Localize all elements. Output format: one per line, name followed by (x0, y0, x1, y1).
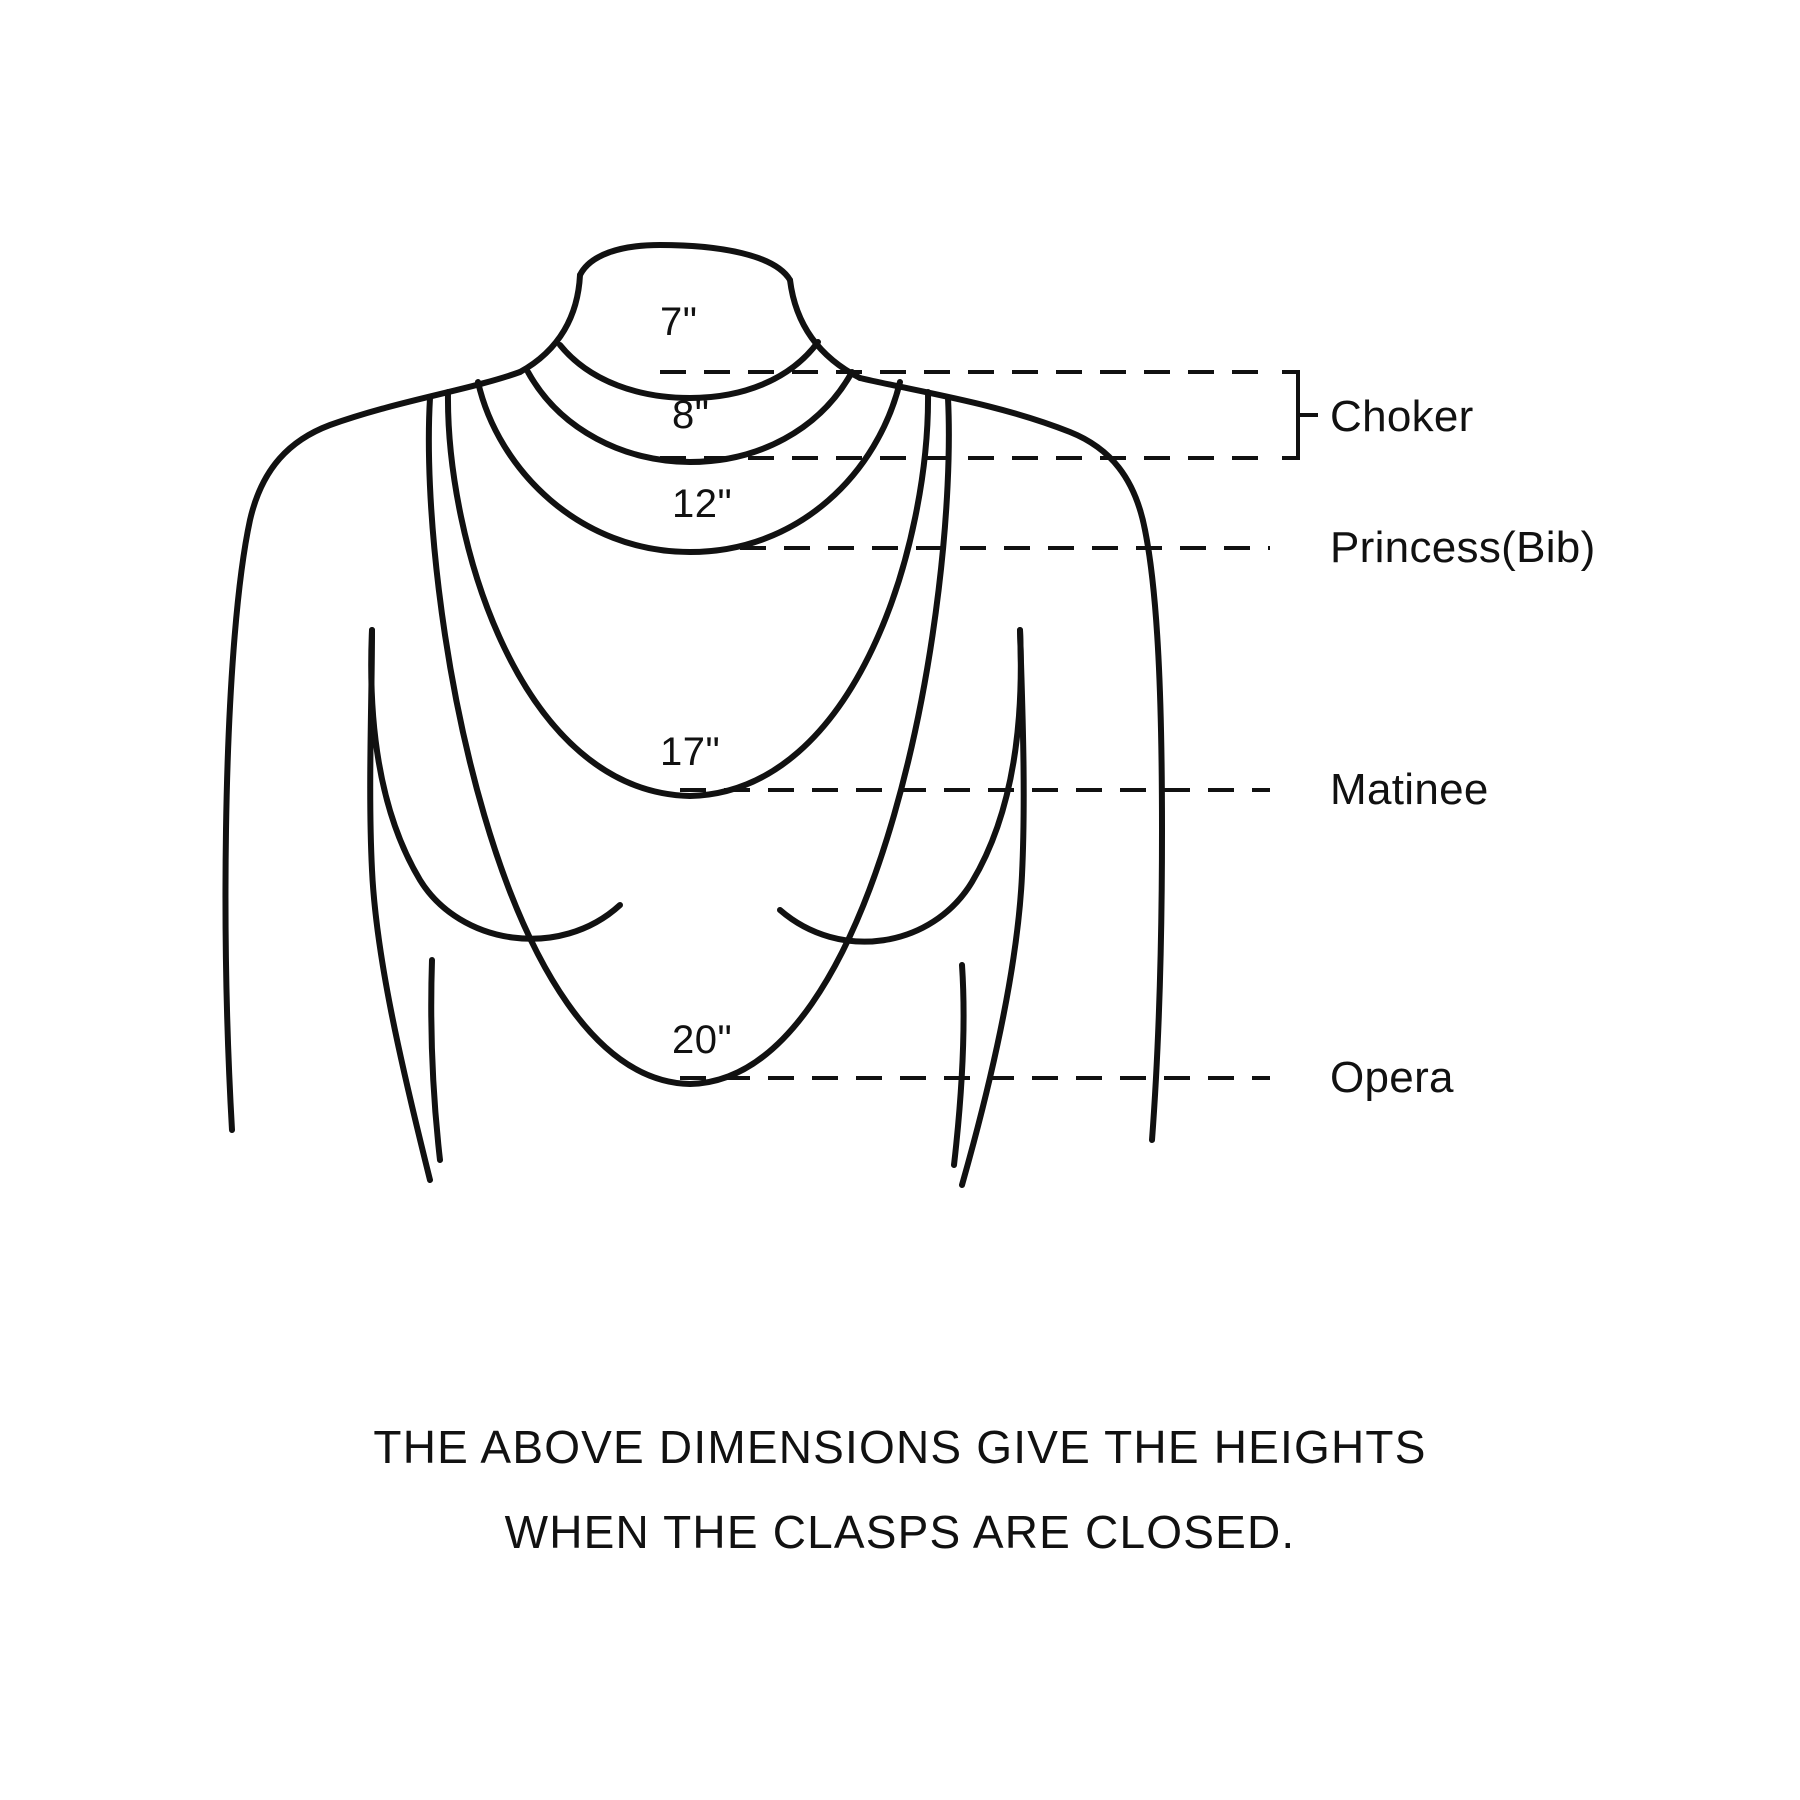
length-label-matinee: Matinee (1330, 765, 1489, 814)
caption-line-2: WHEN THE CLASPS ARE CLOSED. (504, 1506, 1296, 1558)
torso-left-lower-line (431, 960, 440, 1160)
length-label-opera: Opera (1330, 1053, 1454, 1102)
neck-top-line (580, 245, 790, 280)
length-label-choker: Choker (1330, 392, 1474, 441)
strand-7in (560, 342, 818, 398)
dimension-label-8in: 8" (672, 393, 710, 437)
choker-bracket-icon (1282, 372, 1318, 458)
necklace-strands (429, 342, 949, 1084)
dimension-label-20in: 20" (672, 1018, 733, 1062)
dimension-label-17in: 17" (660, 730, 721, 774)
length-label-princess-bib: Princess(Bib) (1330, 523, 1596, 572)
caption-line-1: THE ABOVE DIMENSIONS GIVE THE HEIGHTS (373, 1421, 1427, 1473)
dimension-label-12in: 12" (672, 482, 733, 526)
bracket-path (1282, 372, 1298, 458)
right-arm-inner-line (962, 630, 1024, 1185)
dimension-label-7in: 7" (660, 300, 698, 344)
torso-right-lower-line (954, 965, 964, 1165)
bust-left-line (371, 630, 620, 939)
left-arm-inner-line (370, 630, 430, 1180)
